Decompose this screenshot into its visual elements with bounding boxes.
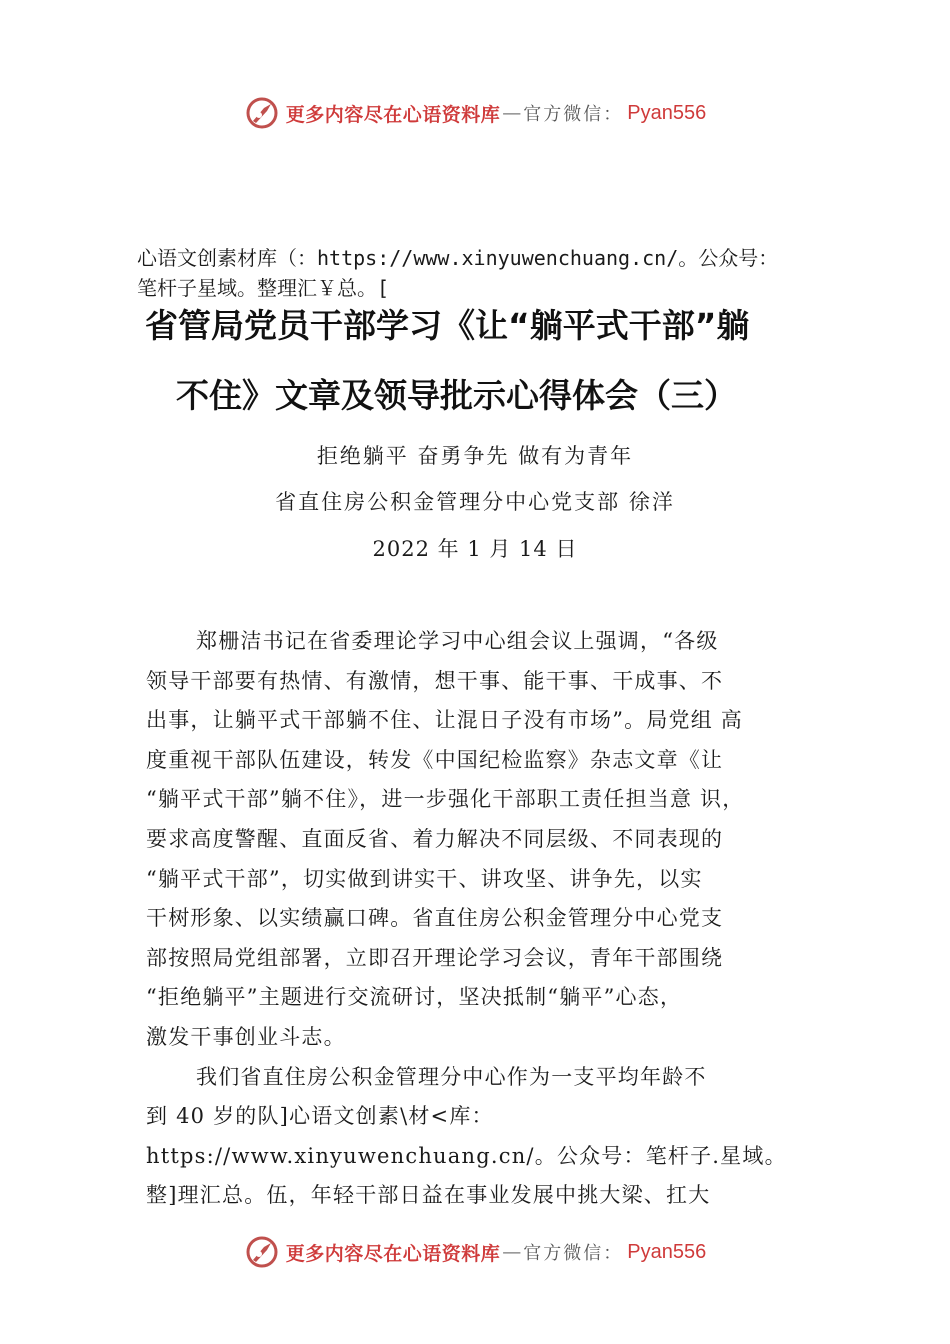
document-date: 2022 年 1 月 14 日 bbox=[372, 537, 578, 561]
body-line: “躺平式干部”躺不住》，进一步强化干部职工责任担当意 识， bbox=[146, 787, 745, 812]
body-line: “躺平式干部”，切实做到讲实干、讲攻坚、讲争先，以实 bbox=[146, 866, 703, 891]
body-line: https://www.xinyuwenchuang.cn/。公众号：笔杆子.星域。 bbox=[146, 1143, 787, 1168]
body-line: 我们省直住房公积金管理分中心作为一支平均年龄不 bbox=[196, 1064, 707, 1089]
footer-banner bbox=[0, 1232, 950, 1272]
body-line: 度重视干部队伍建设，转发《中国纪检监察》杂志文章《让 bbox=[146, 747, 724, 772]
banner-slogan: 更多内容尽在心语资料库 bbox=[285, 1242, 501, 1265]
body-line: “拒绝躺平”主题进行交流研讨，坚决抵制“躺平”心态， bbox=[146, 985, 683, 1010]
body-line: 激发干事创业斗志。 bbox=[146, 1024, 346, 1049]
source-note bbox=[137, 243, 897, 303]
header-banner bbox=[0, 93, 950, 133]
document-subtitle: 拒绝躺平 奋勇争先 做有为青年 bbox=[316, 444, 634, 468]
banner-dash: — bbox=[502, 1241, 522, 1263]
banner-dash: — bbox=[502, 102, 522, 124]
banner-wechat-id: Pyan556 bbox=[627, 1240, 707, 1263]
body-line: 郑栅洁书记在省委理论学习中心组会议上强调，“各级 bbox=[196, 629, 719, 653]
document-title-line2: 不住》文章及领导批示心得体会（三） bbox=[176, 376, 737, 415]
banner-wechat-label: 官方微信： bbox=[523, 104, 624, 125]
body-line: 出事，让躺平式干部躺不住、让混日子没有市场”。局党组 高 bbox=[146, 708, 744, 733]
document-author: 省直住房公积金管理分中心党支部 徐洋 bbox=[275, 490, 675, 514]
body-line: 部按照局党组部署，立即召开理论学习会议，青年干部围绕 bbox=[146, 945, 724, 970]
document-title-line1: 省管局党员干部学习《让“躺平式干部”躺 bbox=[145, 306, 750, 345]
body-line: 到 40 岁的队]心语文创素\材<库： bbox=[146, 1104, 494, 1129]
banner-wechat-label: 官方微信： bbox=[523, 1243, 624, 1264]
banner-slogan: 更多内容尽在心语资料库 bbox=[285, 103, 501, 126]
banner-wechat-id: Pyan556 bbox=[627, 101, 707, 124]
document-body bbox=[146, 622, 846, 1216]
body-line: 干树形象、以实绩赢口碑。省直住房公积金管理分中心党支 bbox=[146, 906, 724, 931]
body-line: 领导干部要有热情、有激情，想干事、能干事、干成事、不 bbox=[146, 668, 724, 693]
logo-icon bbox=[244, 1234, 280, 1270]
body-line: 要求高度警醒、直面反省、着力解决不同层级、不同表现的 bbox=[146, 826, 724, 851]
source-note-line: 心语文创素材库（：https://www.xinyuwenchuang.cn/。公众号： bbox=[137, 246, 779, 270]
source-note-line: 笔杆子星域。整理汇￥总。[ bbox=[137, 276, 390, 300]
logo-icon bbox=[244, 95, 280, 131]
body-line: 整]理汇总。伍，年轻干部日益在事业发展中挑大梁、扛大 bbox=[146, 1183, 711, 1208]
